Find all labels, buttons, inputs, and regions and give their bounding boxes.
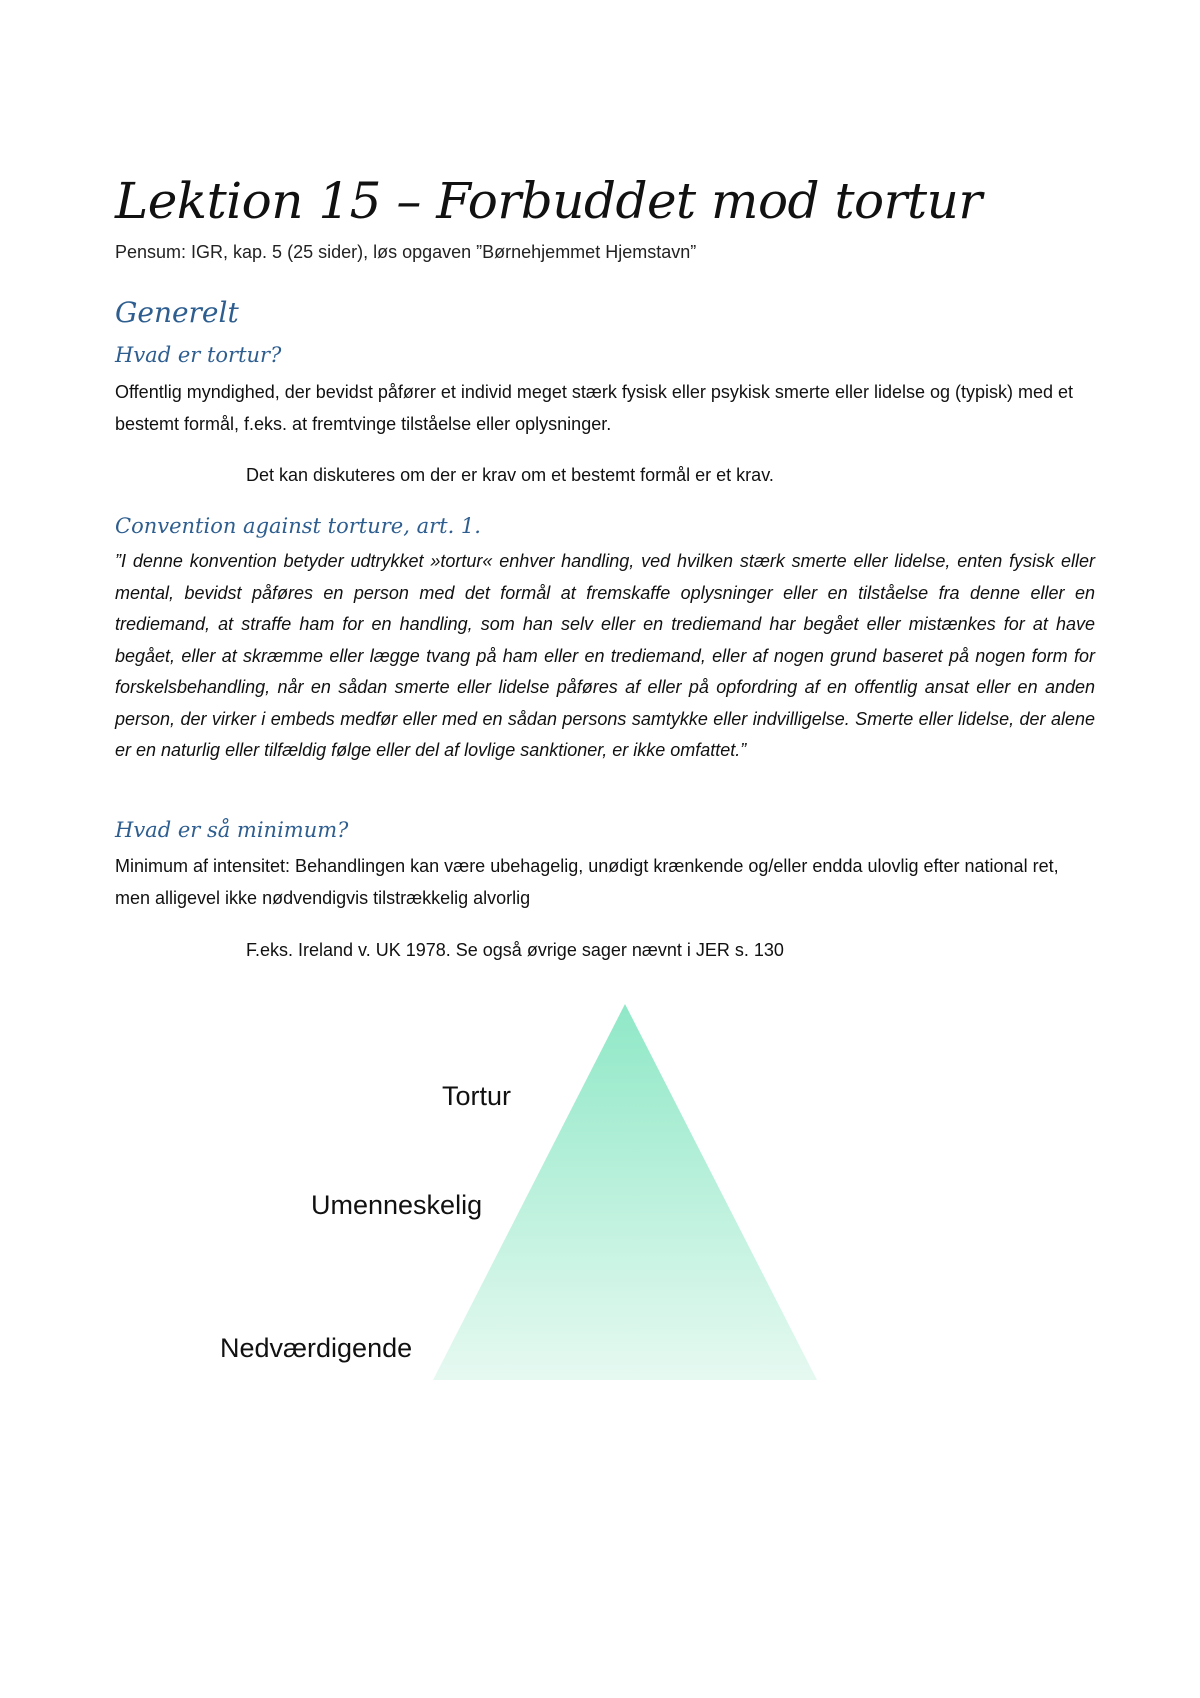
note-paragraph-1: Det kan diskuteres om der er krav om et bestemt formål er et krav. [246,465,774,485]
pyramid-label-nedvaerdigende: Nedværdigende [220,1333,413,1363]
section-heading: Generelt [115,296,239,329]
minimum-paragraph: Minimum af intensitet: Behandlingen kan være ubehagelig, unødigt krænkende og/eller endda ulovlig efter national ret, men alligevel ikke nødvendigvis tilstrækkelig alvorlig [115,856,1059,908]
subtitle: Pensum: IGR, kap. 5 (25 sider), løs opgaven ”Børnehjemmet Hjemstavn” [115,242,697,262]
page-title: Lektion 15 – Forbuddet mod tortur [115,172,982,230]
pyramid-label-umenneskelig: Umenneskelig [311,1190,483,1220]
subsection-heading-2: Convention against torture, art. 1. [115,514,481,538]
subsection-heading-3: Hvad er så minimum? [115,818,349,842]
pyramid-triangle [433,1004,817,1380]
definition-paragraph: Offentlig myndighed, der bevidst påfører et individ meget stærk fysisk eller psykisk smerte eller lidelse og (typisk) med et bestemt formål, f.eks. at fremtvinge tilståelse eller oplysninger. [115,382,1074,434]
convention-quote: ”I denne konvention betyder udtrykket »tortur« enhver handling, ved hvilken stærk smerte eller lidelse, enten fysisk eller mental, bevidst påføres en person med det formål at fremskaffe oplysninger eller en tilståelse fra denne eller en trediemand, at straffe ham for en handling, som han selv eller en trediemand har begået eller mistænkes for at have begået, eller at skræmme eller lægge tvang på ham eller en trediemand, eller af nogen grund baseret på nogen form for forskelsbehandling, når en sådan smerte eller lidelse påføres af eller på opfordring af en offentlig ansat eller en anden person, der virker i embeds medfør eller med en sådan persons samtykke eller indvilligelse. Smerte eller lidelse, der alene er en naturlig eller tilfældig følge eller del af lovlige sanktioner, er ikke omfattet.” [115,551,1095,760]
pyramid-label-tortur: Tortur [442,1081,512,1111]
subsection-heading-1: Hvad er tortur? [115,343,282,367]
note-paragraph-2: F.eks. Ireland v. UK 1978. Se også øvrige sager nævnt i JER s. 130 [246,940,784,960]
